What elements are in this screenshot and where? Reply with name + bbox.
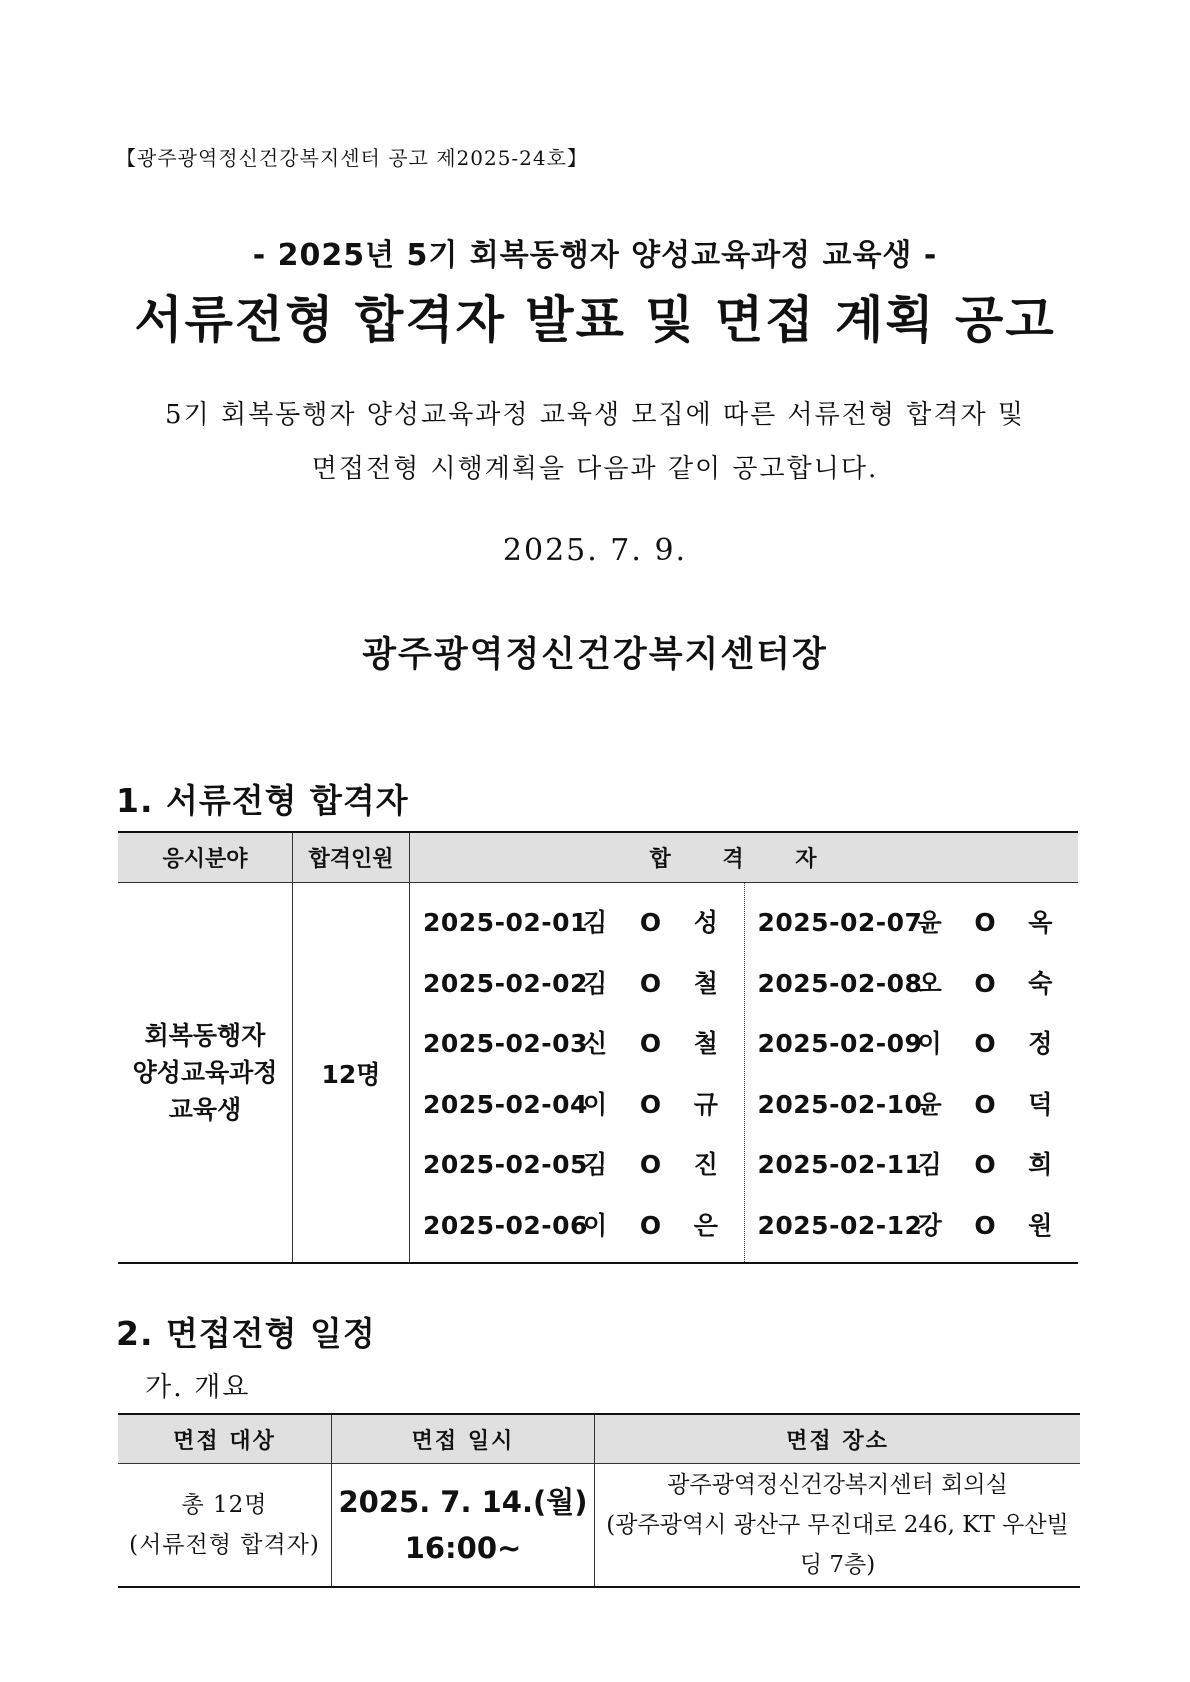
passer-name: 김 O 철 [583, 968, 730, 998]
passers-cell [410, 883, 1079, 1264]
passer-entry [423, 893, 744, 954]
passer-entry [758, 1014, 1079, 1075]
notice-number: 【광주광역정신건강복지센터 공고 제2025-24호】 [116, 146, 588, 170]
passer-name: 이 O 은 [583, 1210, 730, 1240]
passer-id: 2025-02-09 [757, 1029, 923, 1058]
passer-entry [423, 1014, 744, 1075]
section-1-heading: 1. 서류전형 합격자 [116, 781, 409, 820]
passer-entry [758, 1196, 1079, 1257]
location-name: 광주광역정신건강복지센터 회의실 [667, 1472, 1008, 1498]
target-cell [118, 1464, 332, 1588]
passer-entry [423, 954, 744, 1015]
count-cell: 12명 [293, 883, 410, 1264]
passer-id: 2025-02-02 [423, 968, 588, 998]
header-passers-label: 합 격 자 [649, 847, 839, 872]
passer-name: 강 O 원 [917, 1210, 1065, 1240]
passers-table [118, 831, 1078, 1264]
passer-id: 2025-02-05 [423, 1150, 588, 1179]
header-datetime: 면접 일시 [332, 1414, 595, 1464]
intro-line-1: 5기 회복동행자 양성교육과정 교육생 모집에 따른 서류전형 합격자 및 [165, 400, 1025, 430]
passer-entry [423, 1075, 744, 1136]
issuer-name: 광주광역정신건강복지센터장 [362, 635, 828, 675]
passer-id: 2025-02-12 [757, 1210, 923, 1240]
passers-table-header [118, 832, 1078, 883]
passer-entry [758, 954, 1079, 1015]
header-count: 합격인원 [293, 832, 410, 883]
passer-name: 김 O 희 [917, 1150, 1065, 1179]
passer-name: 이 O 정 [917, 1029, 1065, 1058]
passer-name: 김 O 진 [583, 1150, 730, 1179]
announcement-date: 2025. 7. 9. [502, 533, 688, 568]
passer-id: 2025-02-01 [423, 908, 588, 937]
field-cell [118, 883, 293, 1264]
passer-id: 2025-02-07 [757, 908, 923, 937]
passer-id: 2025-02-10 [757, 1089, 923, 1119]
intro-paragraph [0, 388, 1190, 496]
header-field: 응시분야 [118, 832, 293, 883]
passer-id: 2025-02-03 [423, 1029, 588, 1058]
section-2-heading: 2. 면접전형 일정 [116, 1314, 376, 1353]
passer-id: 2025-02-04 [423, 1089, 588, 1119]
document-title: 서류전형 합격자 발표 및 면접 계획 공고 [134, 291, 1056, 349]
passers-column-right [745, 883, 1079, 1262]
field-line-1: 회복동행자 [144, 1021, 266, 1050]
passer-entry [758, 893, 1079, 954]
interview-table-row [118, 1464, 1080, 1588]
passer-entry [758, 1135, 1079, 1196]
target-count: 총 12명 [181, 1492, 268, 1518]
passer-name: 신 O 철 [583, 1029, 730, 1058]
location-cell [595, 1464, 1081, 1588]
passers-table-row [118, 883, 1078, 1264]
passer-name: 오 O 숙 [917, 968, 1065, 998]
section-2-subheading: 가. 개요 [145, 1372, 251, 1403]
passer-id: 2025-02-11 [757, 1150, 923, 1179]
passer-name: 윤 O 덕 [917, 1089, 1065, 1119]
datetime-cell [332, 1464, 595, 1588]
passer-entry [423, 1135, 744, 1196]
header-passers [410, 832, 1079, 883]
field-line-2: 양성교육과정 [132, 1058, 278, 1087]
intro-line-2: 면접전형 시행계획을 다음과 같이 공고합니다. [311, 454, 879, 484]
passer-entry [423, 1196, 744, 1257]
interview-time: 16:00~ [404, 1531, 522, 1565]
interview-table [118, 1413, 1080, 1588]
document-subtitle: - 2025년 5기 회복동행자 양성교육과정 교육생 - [252, 238, 938, 273]
field-line-3: 교육생 [168, 1095, 242, 1124]
interview-table-header [118, 1414, 1080, 1464]
passer-name: 이 O 규 [583, 1089, 730, 1119]
passer-entry [758, 1075, 1079, 1136]
target-note: (서류전형 합격자) [129, 1532, 320, 1558]
header-location: 면접 장소 [595, 1414, 1081, 1464]
passers-column-left [410, 883, 745, 1262]
interview-date: 2025. 7. 14.(월) [338, 1485, 588, 1519]
passer-name: 김 O 성 [583, 908, 730, 937]
passer-name: 윤 O 옥 [917, 908, 1065, 937]
location-address: (광주광역시 광산구 무진대로 246, KT 우산빌딩 7층) [606, 1512, 1069, 1578]
header-target: 면접 대상 [118, 1414, 332, 1464]
passer-id: 2025-02-08 [757, 968, 923, 998]
passer-id: 2025-02-06 [423, 1210, 588, 1240]
